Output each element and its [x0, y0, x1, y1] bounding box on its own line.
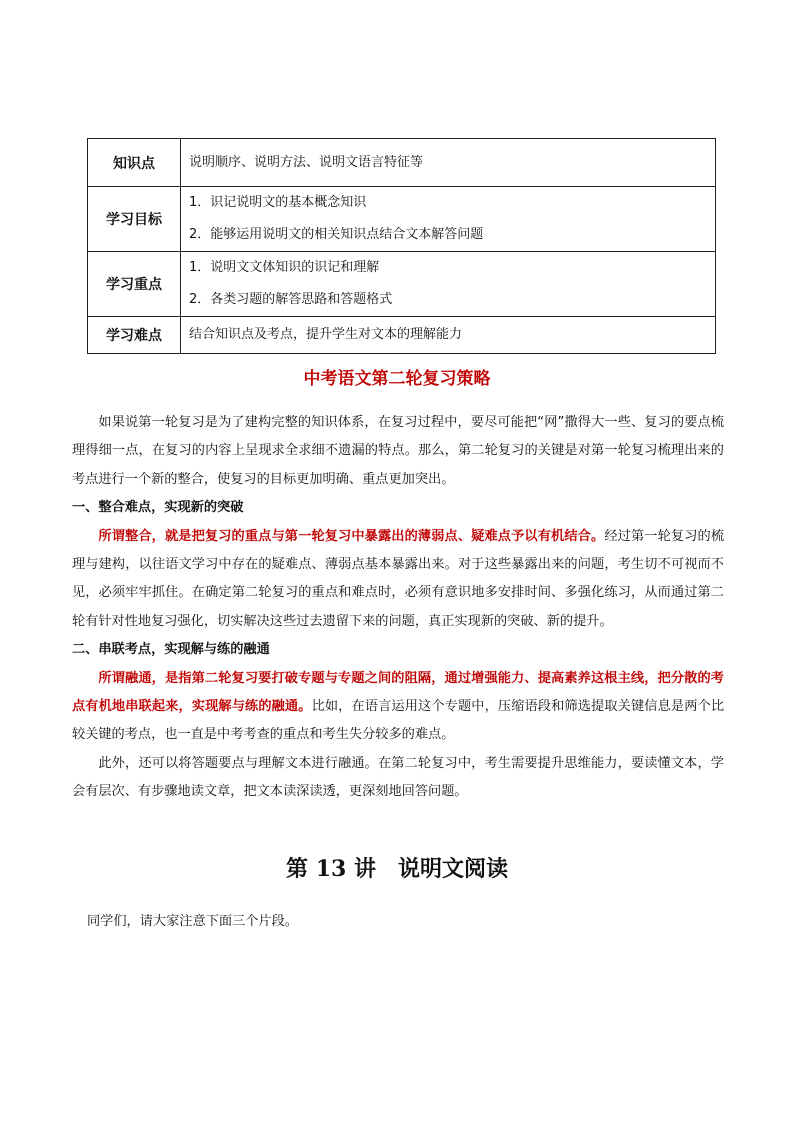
paragraph-text: 经过第一轮复习的梳理与建构，以往语文学习中存在的疑难点、薄弱点基本暴露出来。对于这些暴露出来的问题，考生切不可视而不见，必须牢牢抓住。在确定第二轮复习的重点和难点时，必须有意识地多安排时间、多强化练习，从而通过第二轮有针对性地复习强化，切实解决这些过去遗留下来的问题，真正实现新的突破、新的提升。 — [72, 528, 725, 629]
row-content — [181, 252, 716, 317]
paragraph-2 — [72, 665, 724, 750]
subheading-1: 一、整合难点，实现新的突破 — [72, 500, 244, 516]
row-label-goals: 学习目标 — [88, 187, 181, 252]
intro-paragraph: 如果说第一轮复习是为了建构完整的知识体系，在复习过程中，要尽可能把“网”撒得大一些、复习的要点梳理得细一点，在复习的内容上呈现求全求细不遗漏的特点。那么，第二轮复习的关键是对第一轮复习梳理出来的考点进行一个新的整合，使复习的目标更加明确、重点更加突出。 — [72, 415, 724, 487]
study-info-table — [87, 138, 716, 354]
table-row — [88, 252, 716, 317]
article-body — [72, 409, 724, 807]
table-row — [88, 317, 716, 354]
row-content — [181, 139, 716, 187]
paragraph-3: 此外，还可以将答题要点与理解文本进行融通。在第二轮复习中，考生需要提升思维能力，要读懂文本，学会有层次、有步骤地读文章，把文本读深读透，更深刻地回答问题。 — [72, 755, 724, 800]
row-content — [181, 317, 716, 354]
row-label-focus: 学习重点 — [88, 252, 181, 317]
section-title: 中考语文第二轮复习策略 — [303, 369, 491, 389]
emphasis-text: 所谓整合，就是把复习的重点与第一轮复习中暴露出的薄弱点、疑难点予以有机结合。 — [98, 528, 605, 544]
row-content — [181, 187, 716, 252]
emphasis-text: 所谓融通，是指第二轮复习要打破专题与专题之间的阻隔，通过增强能力、提高素养这根主线，把分散的考点有机地串联起来，实现解与练的融通。 — [72, 670, 724, 715]
paragraph-1 — [72, 523, 724, 637]
row-line: 结合知识点及考点，提升学生对文本的理解能力 — [189, 327, 463, 342]
row-label-knowledge: 知识点 — [88, 139, 181, 187]
row-line: 1．说明文文体知识的识记和理解 — [189, 260, 380, 275]
table-row — [88, 139, 716, 187]
row-line: 说明顺序、说明方法、说明文语言特征等 — [189, 154, 424, 170]
lecture-intro: 同学们，请大家注意下面三个片段。 — [87, 914, 298, 929]
row-label-difficulty: 学习难点 — [88, 317, 181, 354]
row-line: 2．各类习题的解答思路和答题格式 — [189, 292, 393, 307]
table-row — [88, 187, 716, 252]
paragraph-text: 比如，在语言运用这个专题中，压缩语段和筛选提取关键信息是两个比较关键的考点，也一直是中考考查的重点和考生失分较多的难点。 — [72, 699, 725, 743]
lecture-title: 第 13 讲 说明文阅读 — [286, 856, 508, 882]
row-line: 2．能够运用说明文的相关知识点结合文本解答问题 — [189, 227, 484, 242]
row-line: 1．识记说明文的基本概念知识 — [189, 195, 367, 210]
subheading-2: 二、串联考点，实现解与练的融通 — [72, 642, 270, 658]
